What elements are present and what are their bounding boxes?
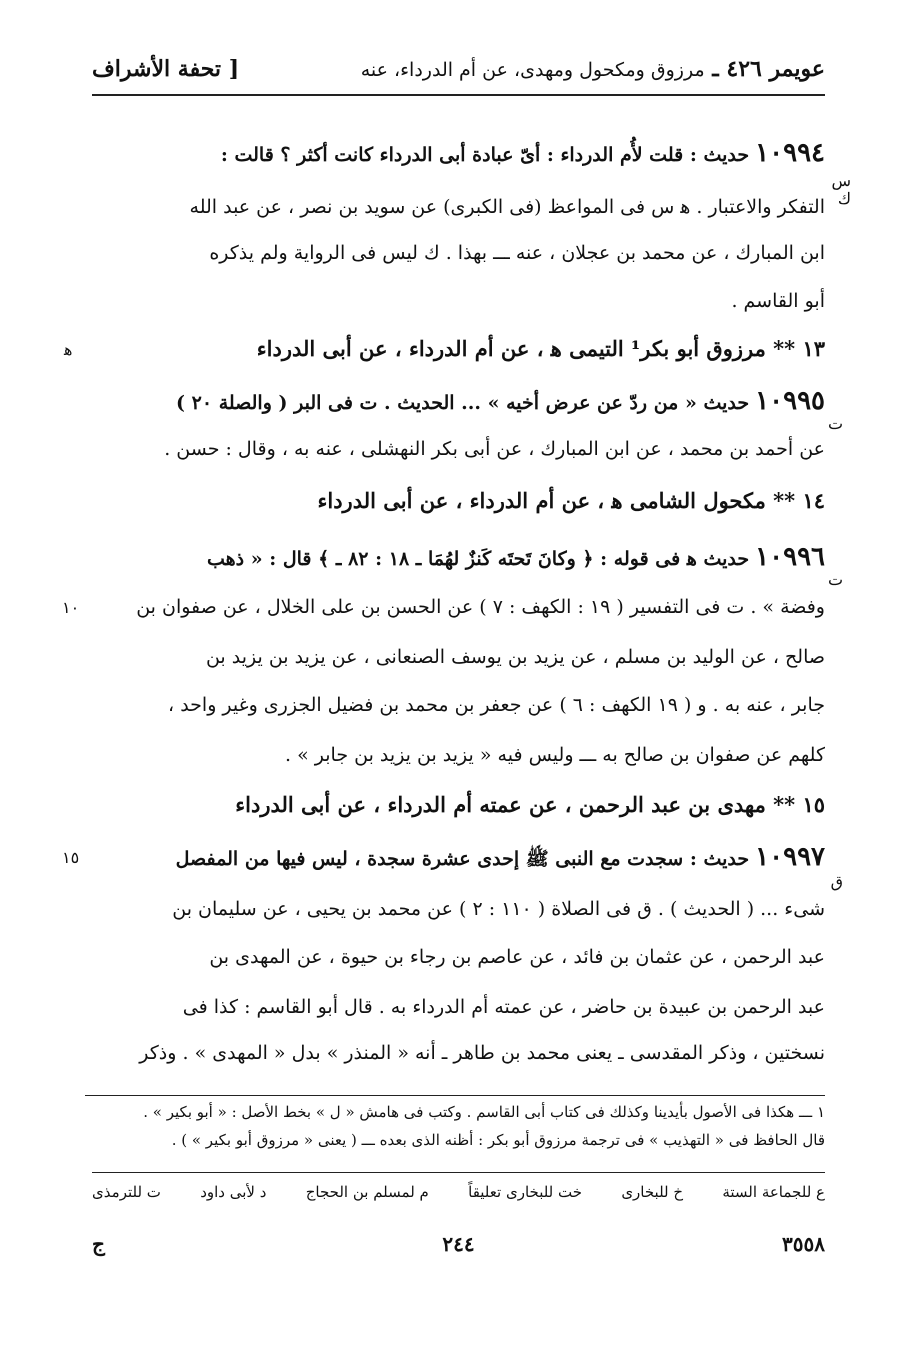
hadith-10997-line-3: عبد الرحمن ، عن عثمان بن فائد ، عن عاصم بن رجاء بن حيوة ، عن المهدى بن bbox=[209, 946, 825, 968]
hadith-10994-line-4: أبو القاسم . bbox=[731, 290, 825, 312]
abbreviation-key bbox=[92, 1183, 825, 1201]
hadith-10997-line-5: نسختين ، وذكر المقدسى ـ يعنى محمد بن طاهر ـ أنه « المنذر » بدل « المهدى » . وذكر bbox=[139, 1042, 825, 1064]
signature-mark: ج bbox=[92, 1232, 105, 1256]
hadith-number: ١٠٩٩٦ bbox=[755, 542, 825, 572]
hadith-10994-line-1 bbox=[92, 136, 825, 172]
hadith-text: حديث : سجدت مع النبى ﷺ إحدى عشرة سجدة ، ليس فيها من المفصل bbox=[175, 848, 750, 870]
footnote-line-2: قال الحافظ فى « التهذيب » فى ترجمة مرزوق أبو بكر : أظنه الذى بعده ـــ ( يعنى « مرزوق أبو بكير » ) . bbox=[171, 1131, 825, 1149]
header-right-run: مرزوق ومكحول ومهدى، عن أم الدرداء، عنه bbox=[360, 59, 705, 81]
margin-sigla: ق bbox=[830, 872, 843, 891]
page-footer bbox=[92, 1232, 825, 1262]
margin-sigla: ت bbox=[827, 570, 843, 589]
hadith-10994-line-3: ابن المبارك ، عن محمد بن عجلان ، عنه ـــ بهذا . ك ليس فى الرواية ولم يذكره bbox=[209, 242, 825, 264]
hadith-10996-line-1 bbox=[92, 540, 825, 576]
line-number: ١٥ bbox=[62, 848, 80, 867]
section-title: مكحول الشامى ه‍ ، عن أم الدرداء ، عن أبى الدرداء bbox=[317, 488, 766, 513]
footnote-divider bbox=[85, 1095, 825, 1096]
margin-mark: ه‍ bbox=[64, 340, 73, 359]
abbreviation-divider bbox=[92, 1172, 825, 1173]
section-14-heading bbox=[92, 484, 825, 518]
header-title-right bbox=[361, 56, 825, 82]
hadith-10996-line-2: وفضة » . ت فى التفسير ( ١٩ : الكهف : ٧ ) عن الحسن بن على الخلال ، عن صفوان بن bbox=[136, 596, 825, 618]
section-title: مرزوق أبو بكر¹ التيمى ه‍ ، عن أم الدرداء ، عن أبى الدرداء bbox=[256, 336, 766, 361]
section-number: ١٤ ** bbox=[773, 488, 825, 513]
abbr-item: د لأبى داود bbox=[200, 1183, 267, 1201]
hadith-text: حديث « من ردّ عن عرض أخيه » ... الحديث . ت فى البر ( والصلة ٢٠ ) bbox=[176, 392, 750, 414]
hadith-10995-line-1 bbox=[92, 384, 825, 420]
section-number: ١٥ ** bbox=[773, 792, 825, 817]
abbr-item: خ للبخارى bbox=[621, 1183, 684, 1201]
page-number: ٢٤٤ bbox=[442, 1232, 475, 1256]
margin-sigla: ت bbox=[827, 414, 843, 433]
hadith-10995-line-2: عن أحمد بن محمد ، عن ابن المبارك ، عن أبى بكر النهشلى ، عنه به ، وقال : حسن . bbox=[164, 438, 825, 460]
abbr-item: ت للترمذى bbox=[92, 1183, 161, 1201]
hadith-10996-line-5: كلهم عن صفوان بن صالح به ـــ وليس فيه « يزيد بن يزيد بن جابر » . bbox=[285, 744, 825, 766]
section-13-heading bbox=[92, 332, 825, 366]
hadith-10997-line-4: عبد الرحمن بن عبيدة بن حاضر ، عن عمته أم الدرداء به . قال أبو القاسم : كذا فى bbox=[182, 996, 825, 1018]
line-number: ١٠ bbox=[62, 598, 80, 617]
header-title-left: [ تحفة الأشراف bbox=[92, 56, 240, 82]
hadith-10997-line-2: شىء ... ( الحديث ) . ق فى الصلاة ( ١١٠ : ٢ ) عن محمد بن يحيى ، عن سليمان بن bbox=[172, 898, 825, 920]
abbr-item: خت للبخارى تعليقاً bbox=[468, 1183, 583, 1201]
footnote-line-1: ١ ـــ هكذا فى الأصول بأيدينا وكذلك فى كتاب أبى القاسم . وكتب فى هامش « ل » بخط الأصل : « أبو بكير » . bbox=[143, 1103, 825, 1121]
hadith-10994-line-2: التفكر والاعتبار . ه‍ س فى المواعظ (فى الكبرى) عن سويد بن نصر ، عن عبد الله bbox=[189, 196, 825, 218]
section-15-heading bbox=[92, 788, 825, 822]
abbr-item: ع للجماعة الستة bbox=[722, 1183, 825, 1201]
hadith-number: ١٠٩٩٤ bbox=[755, 138, 825, 168]
hadith-number: ١٠٩٩٧ bbox=[755, 842, 825, 872]
section-title: مهدى بن عبد الرحمن ، عن عمته أم الدرداء ، عن أبى الدرداء bbox=[235, 792, 766, 817]
abbr-item: م لمسلم بن الحجاج bbox=[305, 1183, 429, 1201]
hadith-10996-line-3: صالح ، عن الوليد بن مسلم ، عن يزيد بن يوسف الصنعانى ، عن يزيد بن يزيد بن bbox=[205, 646, 825, 668]
hadith-number: ١٠٩٩٥ bbox=[755, 386, 825, 416]
running-header bbox=[92, 50, 825, 96]
header-right-bold: عويمر ٤٢٦ ـ bbox=[712, 56, 825, 82]
margin-sigla: س ك bbox=[831, 171, 851, 208]
hadith-10997-line-1 bbox=[92, 840, 825, 876]
section-number: ١٣ ** bbox=[773, 336, 825, 361]
hadith-text: حديث ه‍ فى قوله : ﴿ وكانَ تَحتَه كَنزٌ لهُمَا ـ ١٨ : ٨٢ ـ ﴾ قال : « ذهب bbox=[206, 548, 750, 570]
hadith-text: حديث : قلت لأُم الدرداء : أىّ عبادة أبى الدرداء كانت أكثر ؟ قالت : bbox=[220, 144, 750, 166]
hadith-10996-line-4: جابر ، عنه به . و ( ١٩ الكهف : ٦ ) عن جعفر بن محمد بن فضيل الجزرى وغير واحد ، bbox=[168, 694, 825, 716]
volume-page-number: ٣٥٥٨ bbox=[782, 1232, 825, 1256]
